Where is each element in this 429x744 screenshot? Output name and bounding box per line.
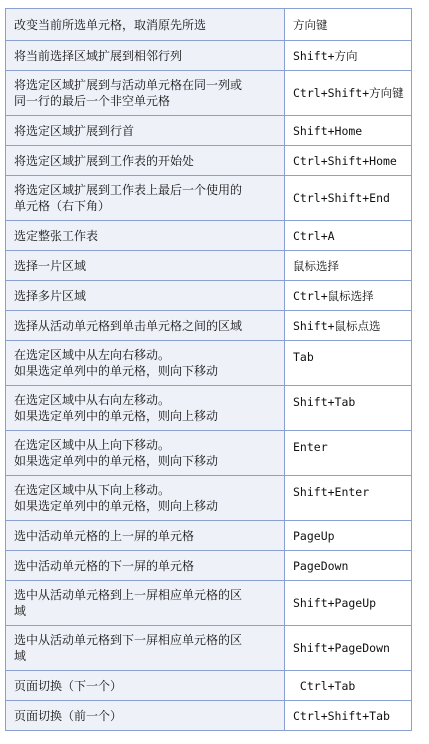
table-row [6, 176, 412, 221]
action-text: 选中从活动单元格到下一屏相应单元格的区 [14, 633, 243, 647]
shortcut-key-cell: Tab [285, 341, 412, 386]
action-cell [6, 671, 285, 701]
shortcut-key-cell: Ctrl+A [285, 221, 412, 251]
action-cell [6, 701, 285, 731]
table-row [6, 116, 412, 146]
table-row [6, 146, 412, 176]
action-text: 单元格（右下角） [14, 199, 111, 213]
action-cell [6, 9, 285, 41]
table-row [6, 341, 412, 386]
table-row [6, 251, 412, 281]
shortcut-key-cell: Ctrl+Shift+方向键 [285, 71, 412, 116]
action-cell [6, 221, 285, 251]
table-row [6, 281, 412, 311]
shortcut-key-cell: 鼠标选择 [285, 251, 412, 281]
shortcut-key-cell: Shift+鼠标点选 [285, 311, 412, 341]
shortcut-table-body [6, 9, 412, 731]
action-cell [6, 476, 285, 521]
table-row [6, 386, 412, 431]
action-text: 如果选定单列中的单元格，则向下移动 [14, 454, 219, 468]
table-row [6, 701, 412, 731]
shortcut-key-cell: Shift+PageDown [285, 626, 412, 671]
action-cell [6, 341, 285, 386]
action-text: 如果选定单列中的单元格，则向下移动 [14, 364, 219, 378]
table-row [6, 671, 412, 701]
action-cell [6, 521, 285, 551]
table-row [6, 521, 412, 551]
action-text: 选择多片区域 [14, 288, 87, 303]
action-cell [6, 116, 285, 146]
action-text: 域 [14, 604, 27, 618]
action-cell [6, 251, 285, 281]
action-text: 选中活动单元格的下一屏的单元格 [14, 558, 195, 573]
action-text: 页面切换（下一个） [14, 678, 123, 693]
action-cell [6, 71, 285, 116]
action-cell [6, 41, 285, 71]
shortcut-key-cell: Shift+Enter [285, 476, 412, 521]
action-text: 将选定区域扩展到与活动单元格在同一列或 [14, 78, 243, 92]
action-text: 将选定区域扩展到工作表上最后一个使用的 [14, 183, 243, 197]
shortcut-key-cell: PageDown [285, 551, 412, 581]
table-row [6, 626, 412, 671]
shortcut-key-cell: Ctrl+Shift+Home [285, 146, 412, 176]
action-text: 将选定区域扩展到工作表的开始处 [14, 153, 195, 168]
action-cell [6, 551, 285, 581]
action-cell [6, 386, 285, 431]
table-row [6, 71, 412, 116]
action-cell [6, 311, 285, 341]
action-cell [6, 281, 285, 311]
action-cell [6, 626, 285, 671]
action-text: 在选定区域中从右向左移动。 [14, 393, 171, 407]
action-text: 选择一片区域 [14, 258, 87, 273]
action-text: 将选定区域扩展到行首 [14, 123, 135, 138]
action-text: 页面切换（前一个） [14, 708, 123, 723]
action-text: 选择从活动单元格到单击单元格之间的区域 [14, 318, 243, 333]
shortcut-key-cell: PageUp [285, 521, 412, 551]
action-text: 选中从活动单元格到上一屏相应单元格的区 [14, 588, 243, 602]
table-row [6, 9, 412, 41]
action-text: 选中活动单元格的上一屏的单元格 [14, 528, 195, 543]
action-text: 选定整张工作表 [14, 228, 99, 243]
shortcut-key-cell: Shift+Tab [285, 386, 412, 431]
table-row [6, 581, 412, 626]
shortcut-key-cell: Ctrl+Shift+End [285, 176, 412, 221]
shortcut-table [5, 8, 412, 731]
action-cell [6, 176, 285, 221]
shortcut-key-cell: Ctrl+Tab [285, 671, 412, 701]
action-cell [6, 581, 285, 626]
action-cell [6, 146, 285, 176]
action-text: 如果选定单列中的单元格，则向上移动 [14, 409, 219, 423]
shortcut-key-cell: Shift+Home [285, 116, 412, 146]
action-cell [6, 431, 285, 476]
table-row [6, 221, 412, 251]
table-row [6, 551, 412, 581]
action-text: 如果选定单列中的单元格，则向上移动 [14, 499, 219, 513]
action-text: 在选定区域中从下向上移动。 [14, 483, 171, 497]
table-row [6, 41, 412, 71]
action-text: 改变当前所选单元格，取消原先所选 [14, 17, 207, 32]
shortcut-key-cell: Shift+PageUp [285, 581, 412, 626]
action-text: 同一行的最后一个非空单元格 [14, 94, 171, 108]
shortcut-key-cell: 方向键 [285, 9, 412, 41]
table-row [6, 476, 412, 521]
action-text: 在选定区域中从左向右移动。 [14, 348, 171, 362]
action-text: 域 [14, 649, 27, 663]
shortcut-key-cell: Ctrl+Shift+Tab [285, 701, 412, 731]
action-text: 在选定区域中从上向下移动。 [14, 438, 171, 452]
action-text: 将当前选择区域扩展到相邻行列 [14, 48, 183, 63]
shortcut-key-cell: Enter [285, 431, 412, 476]
shortcut-key-cell: Shift+方向 [285, 41, 412, 71]
table-row [6, 311, 412, 341]
table-row [6, 431, 412, 476]
shortcut-key-cell: Ctrl+鼠标选择 [285, 281, 412, 311]
